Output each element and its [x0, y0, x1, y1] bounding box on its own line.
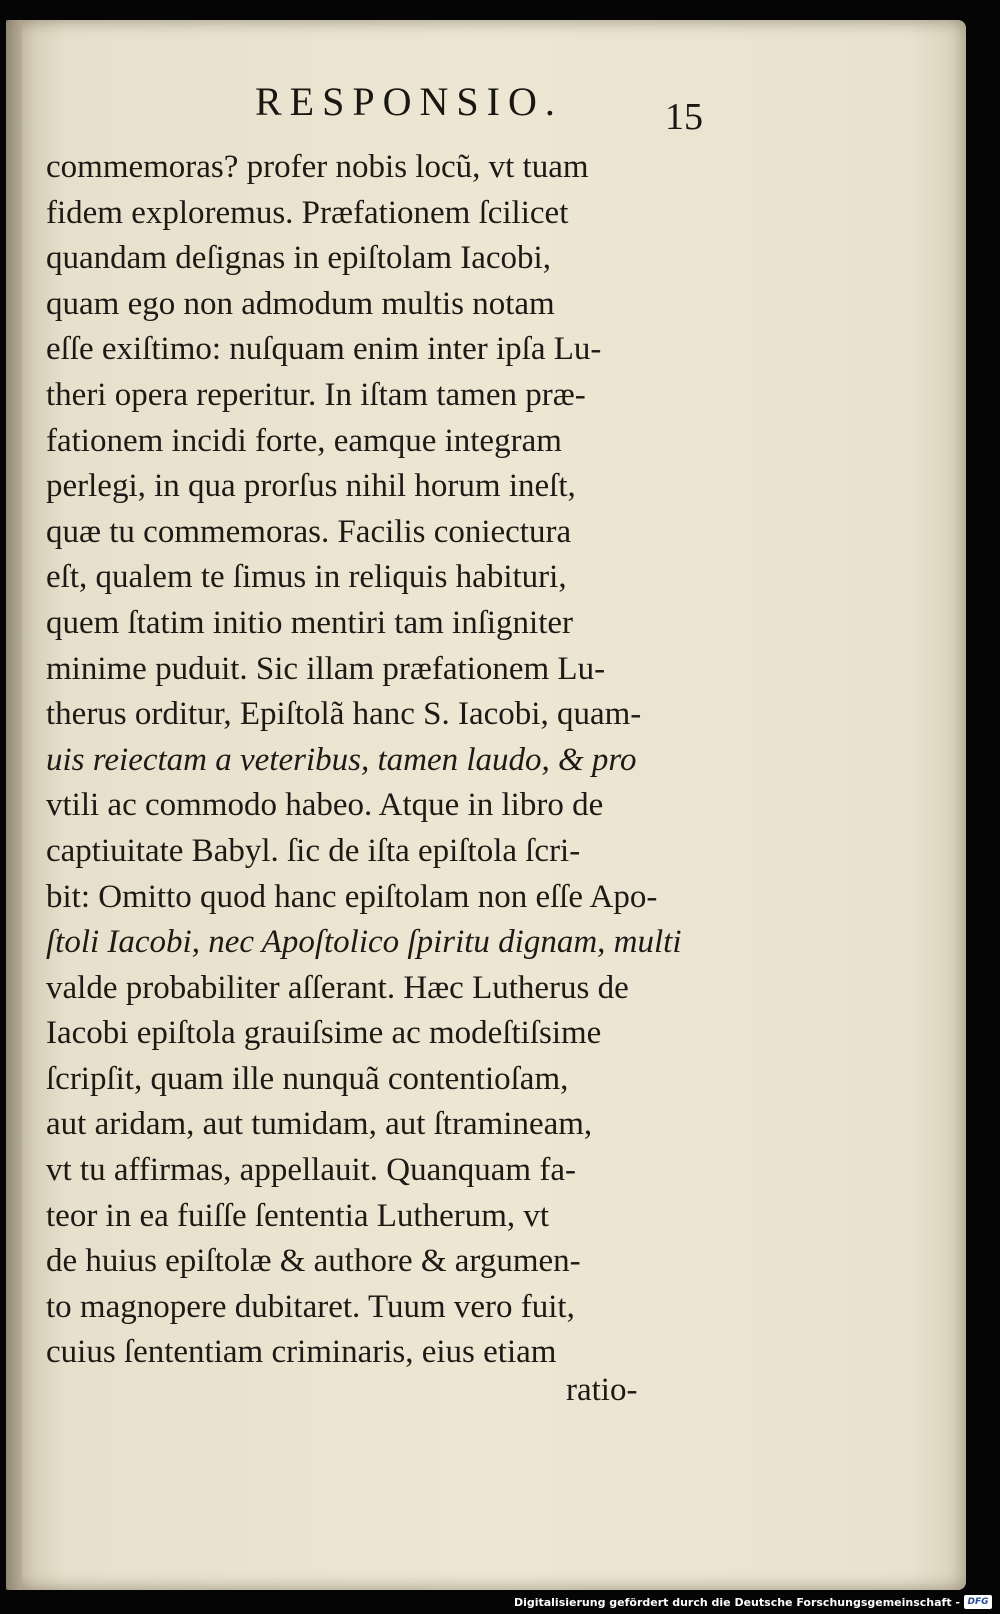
- text-line: fationem incidi forte, eamque integram: [46, 422, 562, 459]
- text-line: eſſe exiſtimo: nuſquam enim inter ipſa Lu-: [46, 331, 602, 368]
- page-number: 15: [665, 96, 703, 138]
- text-line: vtili ac commodo habeo. Atque in libro de: [46, 787, 604, 824]
- text-line: quam ego non admodum multis notam: [46, 285, 555, 322]
- text-line: eſt, qualem te ſimus in reliquis habituri,: [46, 559, 567, 596]
- text-line: quem ſtatim initio mentiri tam inſigniter: [46, 604, 574, 641]
- text-line: ſtoli Iacobi, nec Apoſtolico ſpiritu dignam, multi: [46, 924, 682, 961]
- text-line: bit: Omitto quod hanc epiſtolam non eſſe Apo-: [46, 878, 658, 915]
- running-head: RESPONSIO.: [255, 79, 563, 124]
- dfg-logo-icon: DFG: [964, 1595, 992, 1609]
- text-line: to magnopere dubitaret. Tuum vero fuit,: [46, 1288, 575, 1325]
- text-line: quandam deſignas in epiſtolam Iacobi,: [46, 240, 551, 277]
- text-line: quæ tu commemoras. Facilis coniectura: [46, 513, 572, 550]
- text-line: teor in ea fuiſſe ſententia Lutherum, vt: [46, 1197, 550, 1234]
- text-line: perlegi, in qua prorſus nihil horum ineſt,: [46, 468, 576, 505]
- catchword: ratio-: [566, 1372, 638, 1408]
- text-line: fidem exploremus. Præfationem ſcilicet: [46, 194, 569, 231]
- text-line: vt tu affirmas, appellauit. Quanquam fa-: [46, 1152, 576, 1189]
- text-line: valde probabiliter aſſerant. Hæc Lutherus de: [46, 969, 629, 1006]
- text-line: ſcripſit, quam ille nunquã contentioſam,: [46, 1060, 569, 1097]
- text-line: minime puduit. Sic illam præfationem Lu-: [46, 650, 606, 687]
- body-text: [46, 145, 706, 1376]
- page-gutter: [6, 20, 22, 1590]
- text-line: Iacobi epiſtola grauiſsime ac modeſtiſsime: [46, 1015, 602, 1052]
- text-line: aut aridam, aut tumidam, aut ſtramineam,: [46, 1106, 593, 1143]
- text-line: cuius ſententiam criminaris, eius etiam: [46, 1334, 557, 1371]
- text-line: theri opera reperitur. In iſtam tamen præ-: [46, 376, 586, 413]
- text-line: therus orditur, Epiſtolã hanc S. Iacobi, quam-: [46, 696, 642, 733]
- digitization-credit: Digitalisierung gefördert durch die Deutsche Forschungsgemeinschaft -: [513, 1596, 960, 1609]
- text-line: uis reiectam a veteribus, tamen laudo, & pro: [46, 741, 637, 778]
- text-line: captiuitate Babyl. ſic de iſta epiſtola ſcri-: [46, 832, 581, 869]
- text-line: commemoras? profer nobis locũ, vt tuam: [46, 149, 589, 185]
- text-line: de huius epiſtolæ & authore & argumen-: [46, 1243, 581, 1280]
